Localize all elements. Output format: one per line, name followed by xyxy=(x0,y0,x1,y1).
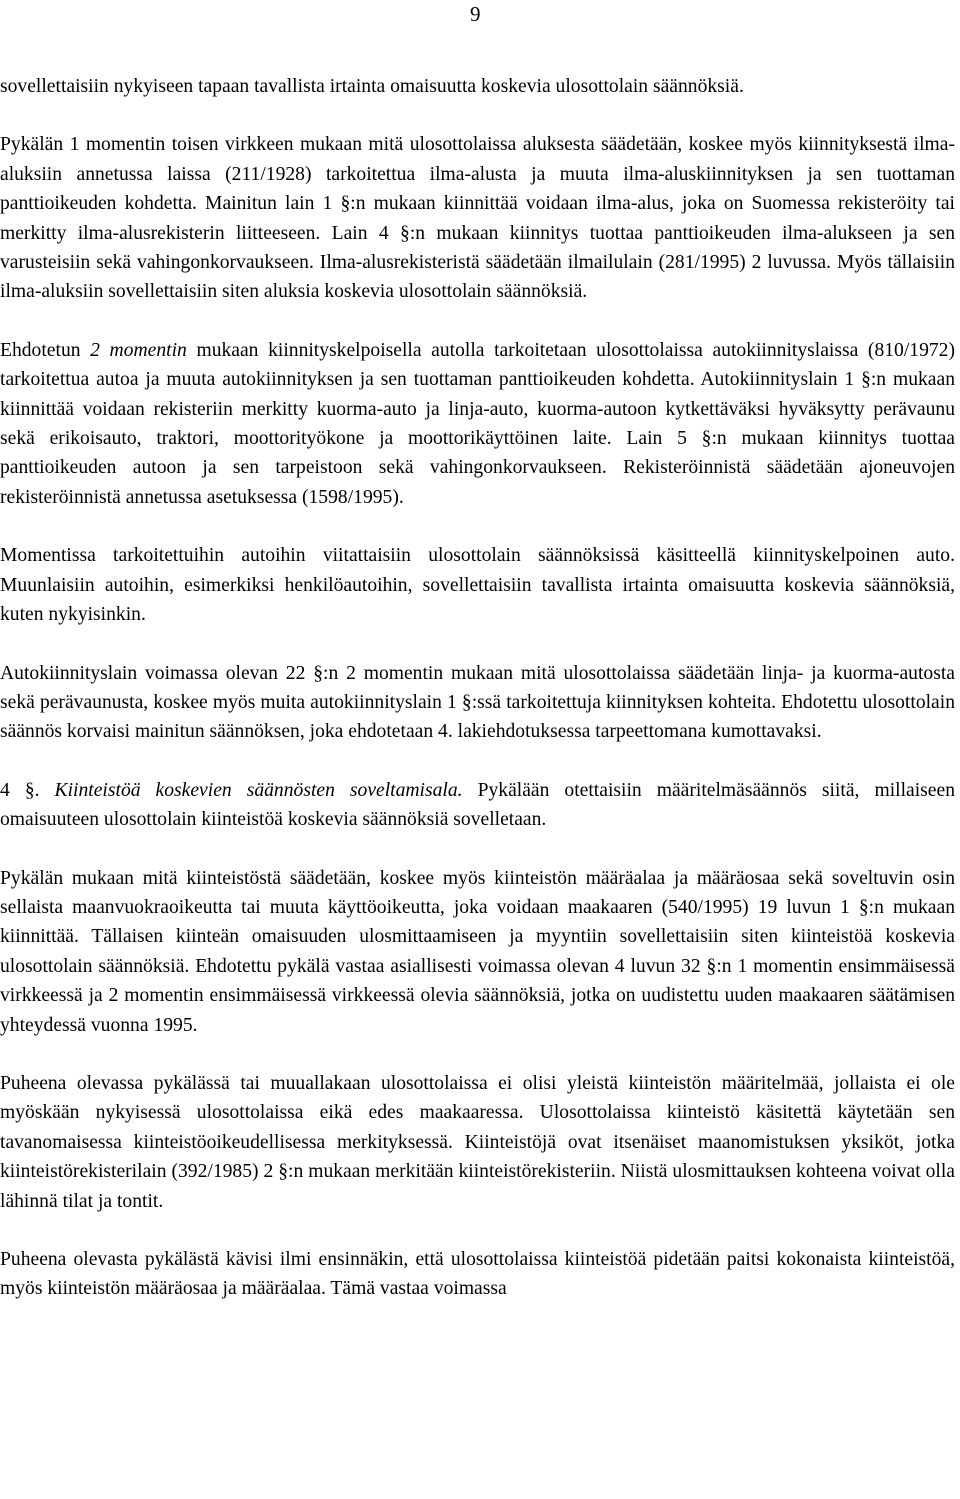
paragraph-2: Pykälän 1 momentin toisen virkkeen mukaan mitä ulosottolaissa aluksesta säädetään, koskee myös kiinnityksestä ilma-aluksiin annetussa laissa (211/1928) tarkoitettua ilma-alusta ja muuta ilma-aluskiinnityksen ja sen tuottaman panttioikeuden kohdetta. Mainitun lain 1 §:n mukaan kiinnittää voidaan ilma-alus, joka on Suomessa rekisteröity tai merkitty ilma-alusrekisterin liitteeseen. Lain 4 §:n mukaan kiinnitys tuottaa panttioikeuden ilma-alukseen ja sen varusteisiin sekä vahingonkorvaukseen. Ilma-alusrekisteristä säädetään ilmailulain (281/1995) 2 luvussa. Myös tällaisiin ilma-aluksiin sovellettaisiin siten aluksia koskevia ulosottolain säännöksiä. xyxy=(0,134,955,303)
paragraph-9: Puheena olevasta pykälästä kävisi ilmi ensinnäkin, että ulosottolaissa kiinteistöä pidetään paitsi kokonaista kiinteistöä, myös kiinteistön määräosaa ja määräalaa. Tämä vastaa voimassa xyxy=(0,1249,955,1300)
paragraph-8: Puheena olevassa pykälässä tai muuallakaan ulosottolaissa ei olisi yleistä kiinteistön määritelmää, jollaista ei ole myöskään nykyisessä ulosottolaissa eikä edes maakaaressa. Ulosottolaissa kiinteistö käsitettä käytetään sen tavanomaisessa kiinteistöoikeudellisessa merkityksessä. Kiinteistöjä ovat itsenäiset maanomistuksen yksiköt, jotka kiinteistörekisterilain (392/1985) 2 §:n mukaan merkitään kiinteistörekisteriin. Niistä ulosmittauksen kohteena voivat olla lähinnä tilat ja tontit. xyxy=(0,1072,955,1212)
paragraph-7: Pykälän mukaan mitä kiinteistöstä säädetään, koskee myös kiinteistön määräalaa ja määräosaa sekä soveltuvin osin sellaista maanvuokraoikeutta tai muuta käyttöoikeutta, joka voidaan maakaaren (540/1995) 19 luvun 1 §:n mukaan kiinnittää. Tällaisen kiinteän omaisuuden ulosmittaamiseen ja myyntiin sovellettaisiin siten kiinteistöä koskevia ulosottolain säännöksiä. Ehdotettu pykälä vastaa asiallisesti voimassa olevan 4 luvun 32 §:n 1 momentin ensimmäisessä virkkeessä ja 2 momentin ensimmäisessä virkkeessä olevia säännöksiä, jotka on uudistettu uuden maakaaren säätämisen yhteydessä vuonna 1995. xyxy=(0,867,955,1036)
paragraph-5: Autokiinnityslain voimassa olevan 22 §:n 2 momentin mukaan mitä ulosottolaissa säädetään linja- ja kuorma-autosta sekä perävaunusta, koskee myös muita autokiinnityslain 1 §:ssä tarkoitettuja kiinnityksen kohteita. Ehdotettu ulosottolain säännös korvaisi mainitun säännöksen, joka ehdotetaan 4. lakiehdotuksessa tarpeettomana kumottavaksi. xyxy=(0,662,955,743)
section-4-paragraph xyxy=(0,776,955,835)
paragraph-3-emphasis: 2 momentin xyxy=(90,339,187,361)
paragraph-1: sovellettaisiin nykyiseen tapaan tavallista irtainta omaisuutta koskevia ulosottolain säännöksiä. xyxy=(0,76,744,97)
paragraph-3-lead: Ehdotetun xyxy=(0,339,91,361)
section-number: 4 §. xyxy=(0,779,55,801)
page-number: 9 xyxy=(470,2,481,26)
paragraph-3 xyxy=(0,336,955,512)
document-body xyxy=(0,72,955,1304)
paragraph-3-rest: mukaan kiinnityskelpoisella autolla tarkoitetaan ulosottolaissa autokiinnityslaissa (810/1972) tarkoitettua autoa ja muuta autokiinnityksen ja sen tuottaman panttioikeuden kohdetta. Autokiinnityslain 1 §:n mukaan kiinnittää voidaan rekisteriin merkitty kuorma-auto ja linja-auto, kuorma-autoon kytkettäväksi hyväksytty perävaunu sekä erikoisauto, traktori, moottorityökone ja moottorikäyttöinen laite. Lain 5 §:n mukaan kiinnitys tuottaa panttioikeuden autoon ja sen tarpeistoon sekä vahingonkorvaukseen. Rekisteröinnistä säädetään ajoneuvojen rekisteröinnistä annetussa asetuksessa (1598/1995). xyxy=(0,339,955,508)
paragraph-4: Momentissa tarkoitettuihin autoihin viitattaisiin ulosottolain säännöksissä käsitteellä kiinnityskelpoinen auto. Muunlaisiin autoihin, esimerkiksi henkilöautoihin, sovellettaisiin tavallista irtainta omaisuutta koskevia säännöksiä, kuten nykyisinkin. xyxy=(0,545,955,626)
section-heading: Kiinteistöä koskevien säännösten soveltamisala. xyxy=(54,779,463,801)
section-4-text: Pykälään otettaisiin määritelmäsäännös siitä, millaiseen omaisuuteen ulosottolain kiinteistöä koskevia säännöksiä sovelletaan. xyxy=(0,779,955,831)
